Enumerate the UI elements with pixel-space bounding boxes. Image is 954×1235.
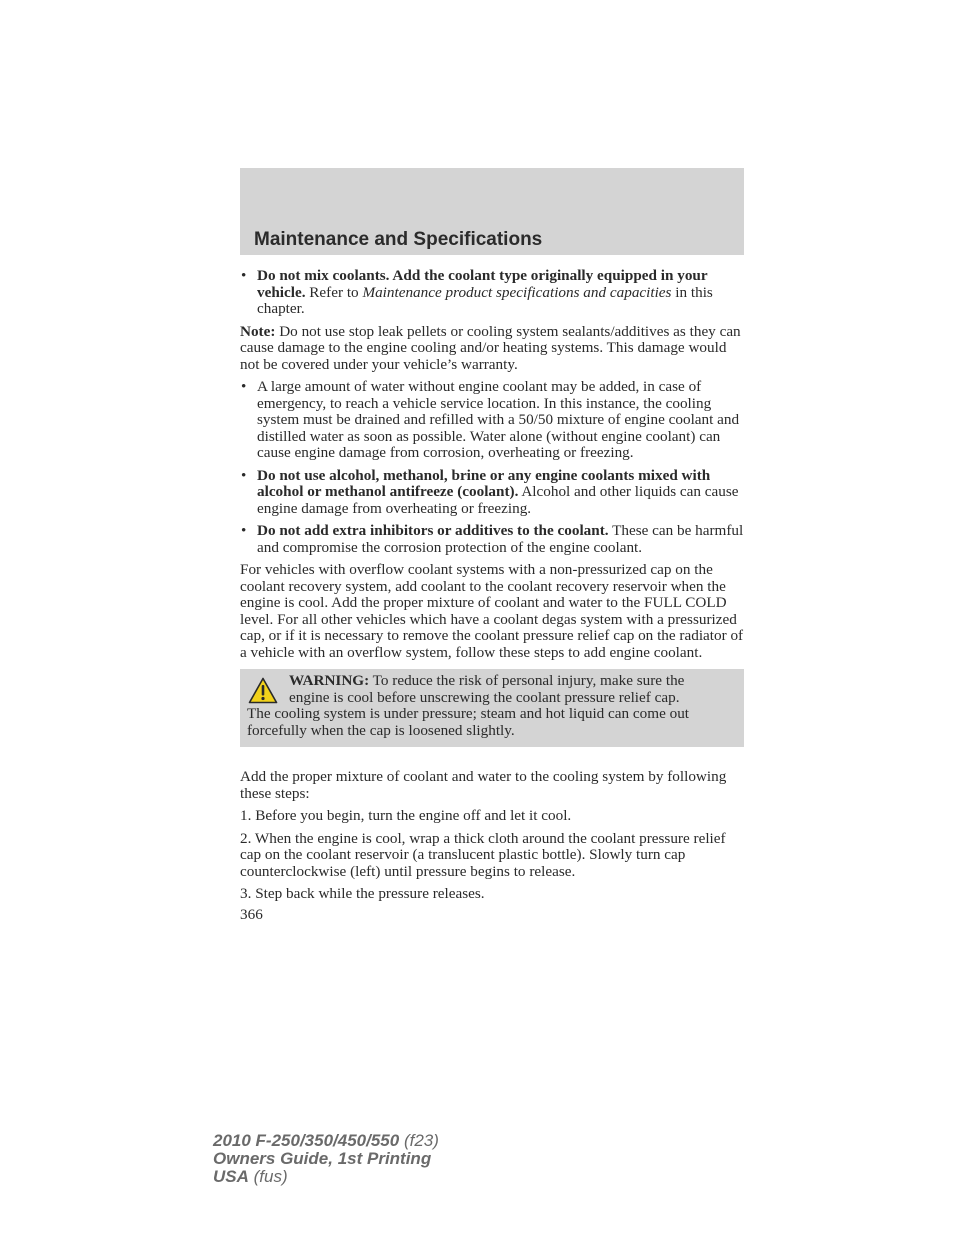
bullet-text: A large amount of water without engine coolant may be added, in case of emergency, to reach a vehicle service location. In this instance, the cooling system must be drained and refilled with a 50/50 mixture of engine coolant and distilled water as soon as possible. Water alone (without engine coolant) can cause engine damage from corrosion, overheating or freezing. <box>257 378 740 461</box>
footer-region: USA <box>213 1167 249 1186</box>
bullet-text: Alcohol and other liquids can cause engine damage from overheating or freezing. <box>257 483 739 517</box>
bullet-no-alcohol <box>240 468 744 518</box>
note-text: Do not use stop leak pellets or cooling system sealants/additives as they can cause damage to the engine cooling and/or heating systems. This damage would not be covered under your vehicle’s warranty. <box>240 322 741 373</box>
bullet-bold-text: Do not use alcohol, methanol, brine or any engine coolants mixed with alcohol or methanol antifreeze (coolant). <box>257 466 711 500</box>
warning-box <box>240 669 744 747</box>
warning-text: To reduce the risk of personal injury, make sure the <box>369 672 685 689</box>
warning-triangle-icon <box>248 677 278 704</box>
bullet-dot: • <box>241 378 247 395</box>
footer-model-code: (f23) <box>399 1131 439 1150</box>
bullet-dot: • <box>241 522 247 539</box>
warning-line-2: engine is cool before unscrewing the coolant pressure relief cap. <box>289 688 680 706</box>
note-paragraph <box>240 324 744 374</box>
warning-label: WARNING: <box>289 672 370 689</box>
warning-line-1 <box>247 673 736 690</box>
step-1: 1. Before you begin, turn the engine off and let it cool. <box>240 807 572 824</box>
footer-guide-line: Owners Guide, 1st Printing <box>213 1149 432 1168</box>
bullet-text: Refer to <box>305 283 363 301</box>
footer-region-code: (fus) <box>248 1167 288 1186</box>
bullet-dot: • <box>241 466 247 484</box>
bullet-no-inhibitors <box>240 523 744 556</box>
footer-region-line <box>213 1168 439 1186</box>
document-footer <box>213 1132 439 1186</box>
bullet-water-emergency <box>240 379 744 462</box>
bullet-text: These can be harmful and compromise the corrosion protection of the engine coolant. <box>257 522 744 556</box>
footer-model: 2010 F-250/350/450/550 <box>213 1131 400 1150</box>
warning-rest: The cooling system is under pressure; steam and hot liquid can come out forcefully when the cap is loosened slightly. <box>247 705 690 739</box>
cross-reference: Maintenance product specifications and capacities <box>362 283 672 301</box>
footer-model-line <box>213 1132 439 1150</box>
bullet-bold-text: Do not add extra inhibitors or additives to the coolant. <box>257 522 609 539</box>
step-3: 3. Step back while the pressure releases. <box>240 885 485 902</box>
steps-intro-paragraph: Add the proper mixture of coolant and water to the cooling system by following these steps: <box>240 768 727 802</box>
bullet-dot: • <box>241 267 247 284</box>
overflow-paragraph: For vehicles with overflow coolant systems with a non-pressurized cap on the coolant recovery system, add coolant to the coolant recovery reservoir when the engine is cool. Add the proper mixture of coolant and water to the FULL COLD level. For all other vehicles which have a coolant degas system with a pressurized cap, or if it is necessary to remove the coolant pressure relief cap on the radiator of a vehicle with an overflow system, follow these steps to add engine coolant. <box>240 561 744 661</box>
section-header-band <box>240 168 744 255</box>
bullet-text: in this chapter. <box>257 283 713 317</box>
step-2: 2. When the engine is cool, wrap a thick cloth around the coolant pressure relief cap on the coolant reservoir (a translucent plastic bottle). Slowly turn cap counterclockwise (left) until pressure begins to release. <box>240 829 726 880</box>
page-content <box>240 268 744 923</box>
section-title: Maintenance and Specifications <box>254 229 543 250</box>
bullet-bold-text: Do not mix coolants. Add the coolant type originally equipped in your vehicle. <box>257 267 708 301</box>
bullet-mix-coolants <box>240 268 744 318</box>
page-number: 366 <box>240 905 263 923</box>
note-label: Note: <box>240 322 276 340</box>
